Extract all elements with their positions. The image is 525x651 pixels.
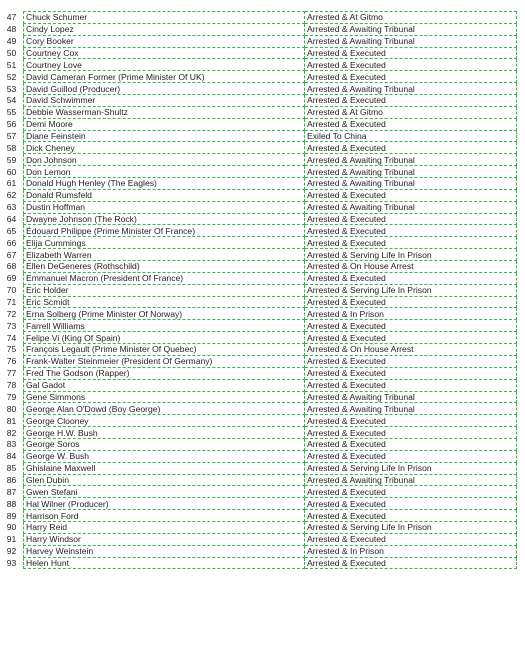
row-number: 54 — [6, 95, 17, 106]
table-row — [0, 154, 517, 166]
table-row — [0, 344, 517, 356]
person-name-cell: Diane Feinstein — [24, 130, 305, 142]
status-cell: Arrested & Executed — [305, 533, 517, 545]
table-row — [0, 201, 517, 213]
person-name-cell: Glen Dubin — [24, 474, 305, 486]
table-row — [0, 23, 517, 35]
table-row — [0, 332, 517, 344]
table-row — [0, 178, 517, 190]
row-number: 50 — [6, 48, 17, 58]
row-number: 79 — [6, 391, 17, 402]
row-number: 57 — [6, 131, 17, 142]
table-row — [0, 474, 517, 486]
row-number: 68 — [6, 261, 17, 272]
status-cell: Arrested & Awaiting Tribunal — [305, 154, 517, 166]
row-number: 65 — [6, 225, 17, 236]
status-cell: Arrested & Executed — [305, 95, 517, 107]
person-name-cell: Dick Cheney — [24, 142, 305, 154]
row-number: 78 — [6, 380, 17, 391]
table-row — [0, 166, 517, 178]
row-number: 63 — [6, 202, 17, 213]
row-number: 67 — [6, 249, 17, 260]
person-name-cell: Dwayne Johnson (The Rock) — [24, 213, 305, 225]
row-number: 53 — [6, 83, 17, 94]
status-cell: Arrested & Executed — [305, 213, 517, 225]
person-name-cell: François Legault (Prime Minister Of Quebec) — [24, 344, 305, 356]
table-row — [0, 284, 517, 296]
row-number: 84 — [6, 451, 17, 462]
row-number: 70 — [6, 285, 17, 296]
status-cell: Arrested & Executed — [305, 332, 517, 344]
person-name-cell: George Clooney — [24, 415, 305, 427]
table-row — [0, 462, 517, 474]
row-number: 83 — [6, 439, 17, 450]
row-number: 59 — [6, 154, 17, 165]
row-number: 93 — [6, 557, 17, 568]
person-name-cell: Harry Reid — [24, 521, 305, 533]
person-name-cell: Gwen Stefani — [24, 486, 305, 498]
table-row — [0, 403, 517, 415]
status-cell: Arrested & In Prison — [305, 545, 517, 557]
row-number: 73 — [6, 320, 17, 331]
person-name-cell: George Alan O'Dowd (Boy George) — [24, 403, 305, 415]
row-number: 86 — [6, 474, 17, 485]
status-cell: Arrested & On House Arrest — [305, 261, 517, 273]
table-row — [0, 367, 517, 379]
person-name-cell: Eric Scmidt — [24, 296, 305, 308]
table-row — [0, 320, 517, 332]
person-name-cell: Ghislaine Maxwell — [24, 462, 305, 474]
row-number: 92 — [6, 546, 17, 557]
row-number: 90 — [6, 522, 17, 533]
person-name-cell: Donald Rumsfeld — [24, 189, 305, 201]
status-cell: Arrested & In Prison — [305, 308, 517, 320]
person-name-cell: Fred The Godson (Rapper) — [24, 367, 305, 379]
table-row — [0, 237, 517, 249]
row-number: 81 — [6, 415, 17, 426]
table-row — [0, 189, 517, 201]
person-name-cell: Demi Moore — [24, 118, 305, 130]
status-cell: Arrested & Executed — [305, 320, 517, 332]
status-cell: Arrested & Executed — [305, 486, 517, 498]
person-name-cell: David Guillod (Producer) — [24, 83, 305, 95]
table-row — [0, 272, 517, 284]
person-name-cell: Harry Windsor — [24, 533, 305, 545]
status-cell: Arrested & Executed — [305, 296, 517, 308]
row-number: 62 — [6, 190, 17, 201]
row-number: 48 — [6, 24, 17, 35]
table-row — [0, 427, 517, 439]
person-name-cell: Emmanuel Macron (President Of France) — [24, 272, 305, 284]
row-number: 77 — [6, 368, 17, 379]
status-cell: Arrested & Executed — [305, 71, 517, 83]
row-number: 80 — [6, 403, 17, 414]
row-number: 91 — [6, 534, 17, 545]
status-cell: Arrested & Executed — [305, 355, 517, 367]
table-row — [0, 415, 517, 427]
table-row — [0, 296, 517, 308]
row-number: 49 — [6, 36, 17, 47]
status-cell: Arrested & Awaiting Tribunal — [305, 83, 517, 95]
status-cell: Arrested & Awaiting Tribunal — [305, 474, 517, 486]
person-name-cell: Cindy Lopez — [24, 23, 305, 35]
status-cell: Arrested & Serving Life In Prison — [305, 462, 517, 474]
person-name-cell: Felipe Vi (King Of Spain) — [24, 332, 305, 344]
status-cell: Arrested & Executed — [305, 367, 517, 379]
status-cell: Arrested & Executed — [305, 237, 517, 249]
table-row — [0, 557, 517, 569]
row-number: 87 — [6, 486, 17, 497]
person-name-cell: Gene Simmons — [24, 391, 305, 403]
table-row — [0, 118, 517, 130]
table-row — [0, 438, 517, 450]
row-number: 56 — [6, 119, 17, 130]
person-name-cell: Debbie Wasserman-Shultz — [24, 106, 305, 118]
table-row — [0, 391, 517, 403]
table-row — [0, 498, 517, 510]
person-name-cell: Gal Gadot — [24, 379, 305, 391]
status-cell: Arrested & Serving Life In Prison — [305, 249, 517, 261]
table-row — [0, 59, 517, 71]
person-name-cell: Elizabeth Warren — [24, 249, 305, 261]
table-row — [0, 130, 517, 142]
row-number: 88 — [6, 498, 17, 509]
table-row — [0, 213, 517, 225]
status-cell: Arrested & Executed — [305, 47, 517, 59]
status-cell: Arrested & Awaiting Tribunal — [305, 35, 517, 47]
status-cell: Arrested & Executed — [305, 225, 517, 237]
table-row — [0, 261, 517, 273]
status-cell: Arrested & Awaiting Tribunal — [305, 403, 517, 415]
table-row — [0, 71, 517, 83]
person-name-cell: George Soros — [24, 438, 305, 450]
status-cell: Exiled To China — [305, 130, 517, 142]
status-cell: Arrested & At Gitmo — [305, 12, 517, 24]
table-row — [0, 450, 517, 462]
status-cell: Arrested & Executed — [305, 379, 517, 391]
person-name-cell: Ellen DeGeneres (Rothschild) — [24, 261, 305, 273]
person-name-cell: Dustin Hoffman — [24, 201, 305, 213]
person-name-cell: Elija Cummings — [24, 237, 305, 249]
status-cell: Arrested & Executed — [305, 438, 517, 450]
status-cell: Arrested & Awaiting Tribunal — [305, 201, 517, 213]
status-cell: Arrested & On House Arrest — [305, 344, 517, 356]
row-number: 47 — [6, 12, 17, 23]
table-row — [0, 225, 517, 237]
table-row — [0, 95, 517, 107]
table-row — [0, 545, 517, 557]
person-name-cell: Eric Holder — [24, 284, 305, 296]
status-cell: Arrested & Awaiting Tribunal — [305, 178, 517, 190]
row-number: 69 — [6, 273, 17, 284]
row-number: 51 — [6, 59, 17, 70]
person-name-cell: Édouard Philippe (Prime Minister Of France) — [24, 225, 305, 237]
person-name-cell: Don Johnson — [24, 154, 305, 166]
row-number: 55 — [6, 107, 17, 118]
table-row — [0, 83, 517, 95]
person-name-cell: Helen Hunt — [24, 557, 305, 569]
person-name-cell: Courtney Cox — [24, 47, 305, 59]
row-number: 82 — [6, 427, 17, 438]
person-name-cell: Donald Hugh Henley (The Eagles) — [24, 178, 305, 190]
status-cell: Arrested & Executed — [305, 557, 517, 569]
person-name-cell: David Schwimmer — [24, 95, 305, 107]
row-number: 58 — [6, 142, 17, 153]
row-number: 52 — [6, 71, 17, 82]
person-name-cell: Don Lemon — [24, 166, 305, 178]
row-number: 74 — [6, 332, 17, 343]
table-row — [0, 533, 517, 545]
table-row — [0, 355, 517, 367]
records-table-body — [0, 12, 517, 569]
person-name-cell: Hal Wilner (Producer) — [24, 498, 305, 510]
records-table — [0, 11, 517, 569]
table-row — [0, 379, 517, 391]
person-name-cell: Courtney Love — [24, 59, 305, 71]
status-cell: Arrested & Executed — [305, 189, 517, 201]
table-row — [0, 521, 517, 533]
table-row — [0, 12, 517, 24]
person-name-cell: Cory Booker — [24, 35, 305, 47]
status-cell: Arrested & Executed — [305, 272, 517, 284]
status-cell: Arrested & Executed — [305, 450, 517, 462]
person-name-cell: George W. Bush — [24, 450, 305, 462]
person-name-cell: Harvey Weinstein — [24, 545, 305, 557]
row-number: 72 — [6, 308, 17, 319]
row-number: 89 — [6, 510, 17, 521]
table-row — [0, 510, 517, 522]
status-cell: Arrested & Executed — [305, 498, 517, 510]
status-cell: Arrested & Executed — [305, 427, 517, 439]
person-name-cell: Chuck Schumer — [24, 12, 305, 24]
row-number: 75 — [6, 344, 17, 355]
status-cell: Arrested & Awaiting Tribunal — [305, 23, 517, 35]
row-number: 85 — [6, 463, 17, 474]
table-row — [0, 142, 517, 154]
row-number: 60 — [6, 166, 17, 177]
status-cell: Arrested & Serving Life In Prison — [305, 521, 517, 533]
person-name-cell: David Cameran Former (Prime Minister Of UK) — [24, 71, 305, 83]
status-cell: Arrested & Executed — [305, 59, 517, 71]
table-row — [0, 47, 517, 59]
status-cell: Arrested & At Gitmo — [305, 106, 517, 118]
row-number: 61 — [6, 178, 17, 189]
row-number: 64 — [6, 214, 17, 225]
row-number: 66 — [6, 237, 17, 248]
table-row — [0, 308, 517, 320]
status-cell: Arrested & Executed — [305, 510, 517, 522]
row-number: 71 — [6, 297, 17, 308]
person-name-cell: Harrison Ford — [24, 510, 305, 522]
person-name-cell: Farrell Williams — [24, 320, 305, 332]
table-row — [0, 486, 517, 498]
status-cell: Arrested & Executed — [305, 415, 517, 427]
row-number: 76 — [6, 356, 17, 367]
person-name-cell: Erna Solberg (Prime Minister Of Norway) — [24, 308, 305, 320]
person-name-cell: Frank-Walter Steinmeier (President Of Germany) — [24, 355, 305, 367]
person-name-cell: George H.W. Bush — [24, 427, 305, 439]
table-row — [0, 35, 517, 47]
status-cell: Arrested & Executed — [305, 142, 517, 154]
table-row — [0, 249, 517, 261]
table-row — [0, 106, 517, 118]
status-cell: Arrested & Awaiting Tribunal — [305, 166, 517, 178]
status-cell: Arrested & Serving Life In Prison — [305, 284, 517, 296]
status-cell: Arrested & Awaiting Tribunal — [305, 391, 517, 403]
status-cell: Arrested & Executed — [305, 118, 517, 130]
